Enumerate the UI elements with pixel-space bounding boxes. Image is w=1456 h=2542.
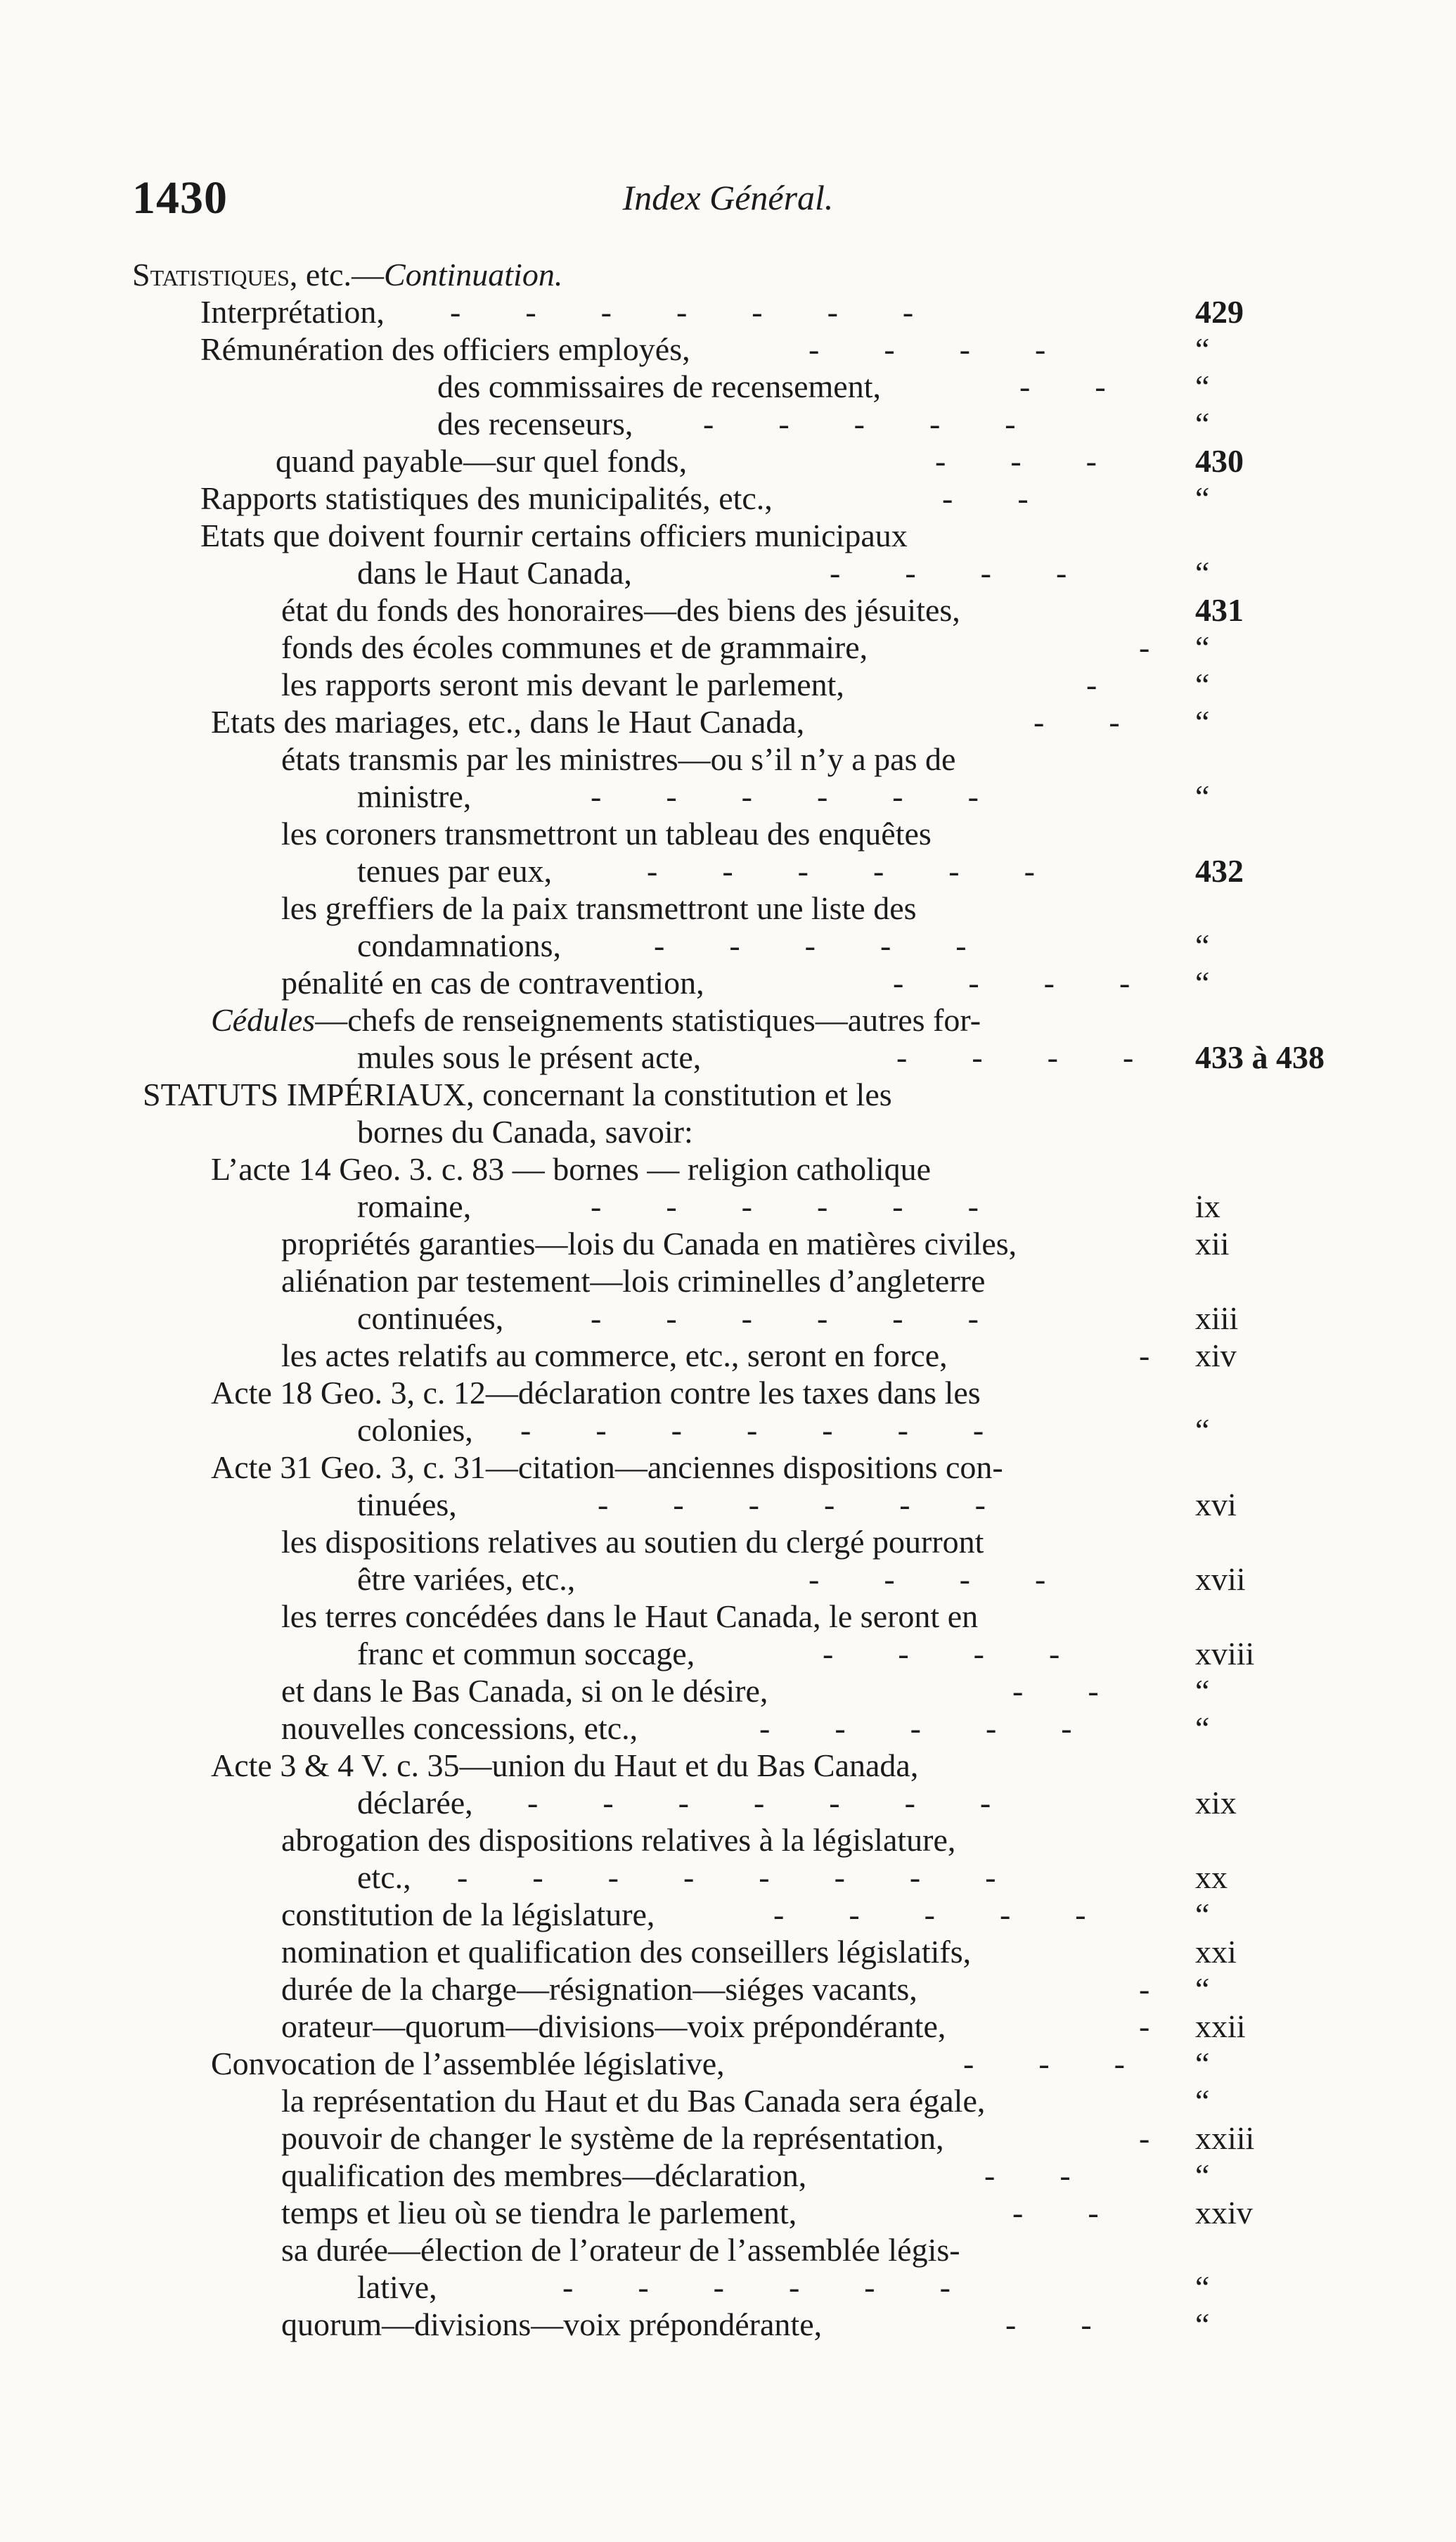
page-reference: “ [1195,368,1210,404]
index-line [437,405,1210,443]
entry-text [281,1337,948,1373]
leader-dashes: - - - - - [759,1710,1072,1746]
entry-text [281,1934,971,1970]
entry-text-part: quorum—divisions—voix prépondérante, [281,2306,823,2342]
entry-text-part: Cédules [211,1002,316,1038]
entry-text [357,1039,701,1075]
leader-dashes: - [1139,1971,1150,2007]
entry-text-part: etc., [357,1859,411,1895]
leader-dashes: - - [1019,368,1106,404]
entry-text-part: —chefs de renseignements statistiques—autres for- [315,1002,981,1038]
page-reference: 432 [1195,853,1244,889]
entry-text [211,704,804,740]
entry-text [200,518,908,553]
index-line [281,740,955,778]
entry-text-part: état du fonds des honoraires—des biens des jésuites, [281,592,960,628]
page-reference: “ [1195,927,1210,963]
index-line [357,927,1210,965]
page-reference: “ [1195,2269,1210,2305]
leader-dashes: - - - - - [703,406,1016,442]
index-line [281,815,932,853]
entry-text [357,1114,693,1150]
leader-dashes: - - - - [808,1561,1046,1597]
page-reference: 430 [1195,443,1244,479]
entry-text [211,1151,931,1187]
leader-dashes: - [1139,1337,1150,1373]
entry-text-part: états transmis par les ministres—ou s’il n’y a pas de [281,741,956,777]
entry-text [281,1896,655,1932]
index-line [281,2157,1210,2195]
leader-dashes: - - [1033,704,1120,740]
leader-dashes: - - [1012,2195,1099,2230]
index-line [281,2082,1210,2120]
entry-text-part: Acte 3 & 4 V. c. 35—union du Haut et du Bas Canada, [211,1747,919,1783]
index-line [276,442,1244,480]
entry-text-part: continuées, [357,1300,504,1336]
index-line [281,1225,1230,1263]
index-line [211,1747,918,1785]
index-line [281,1672,1210,1710]
leader-dashes: - - - - - - [647,853,1035,889]
index-line [281,1970,1210,2008]
entry-text-part: Etats que doivent fournir certains officiers municipaux [200,518,908,553]
entry-text [281,965,704,1001]
index-line [281,1337,1237,1375]
entry-text-part: orateur—quorum—divisions—voix prépondérante, [281,2008,946,2044]
entry-text-part: Interprétation, [200,294,385,330]
index-line [211,1001,981,1039]
entry-text-part: constitution de la législature, [281,1896,655,1932]
entry-text-part: durée de la charge—résignation—siéges vacants, [281,1971,917,2007]
entry-text-part: Etats des mariages, etc., dans le Haut Canada, [211,704,805,740]
entry-text-part: les terres concédées dans le Haut Canada, le seront en [281,1598,979,1634]
leader-dashes: - - - - [893,965,1130,1001]
entry-text-part: les rapports seront mis devant le parlement, [281,667,844,702]
entry-text [281,1673,768,1709]
page-reference: “ [1195,1896,1210,1932]
entry-text-part: tenues par eux, [357,853,553,889]
leader-dashes: - - - - - - [591,1188,979,1224]
entry-text [281,890,917,926]
index-line [281,1709,1210,1747]
index-line [357,1411,1210,1449]
entry-text [437,406,633,442]
page-reference: “ [1195,2083,1210,2119]
index-line [357,1299,1239,1337]
entry-text-part: L’acte 14 Geo. 3. c. 83 — bornes — religion catholique [211,1151,932,1187]
entry-text-part: sa durée—élection de l’orateur de l’assemblée légis- [281,2232,960,2268]
page-reference: xxiv [1195,2195,1253,2230]
index-line [281,2306,1210,2344]
entry-text-part: Acte 18 Geo. 3, c. 12—déclaration contre les taxes dans les [211,1375,981,1411]
index-line [281,890,917,927]
entry-text [281,1598,978,1634]
page-reference: “ [1195,2306,1210,2342]
entry-text [357,927,561,963]
entry-text [281,2232,960,2268]
index-line [357,1113,693,1151]
entry-text-part: temps et lieu où se tiendra le parlement, [281,2195,797,2230]
page-reference: xxii [1195,2008,1246,2044]
entry-text [211,1375,981,1411]
page-reference: “ [1195,704,1210,740]
entry-text [211,1449,1003,1485]
entry-text-part: qualification des membres—déclaration, [281,2157,807,2193]
page-reference: “ [1195,2046,1210,2081]
entry-text [211,2046,725,2081]
index-line [357,1560,1246,1598]
entry-text-part: tinuées, [357,1487,457,1522]
page-reference: “ [1195,406,1210,442]
index-line [281,1598,978,1636]
index-line [211,1374,981,1412]
entry-text [281,667,844,702]
leader-dashes: - - - - - [654,927,967,963]
entry-text-part: bornes du Canada, savoir: [357,1114,693,1150]
entry-text-part: aliénation par testement—lois criminelles d’angleterre [281,1263,986,1299]
index-line [281,591,1244,629]
entry-text-part: STATUTS IMPÉRIAUX, concernant la constitution et les [143,1077,892,1112]
entry-text-part: des recenseurs, [437,406,633,442]
leader-dashes: - - - [963,2046,1125,2081]
entry-text-part: Rémunération des officiers employés, [200,331,690,367]
index-line [281,1821,955,1859]
index-line [357,1486,1237,1524]
entry-text-part: être variées, etc., [357,1561,576,1597]
page-reference: “ [1195,2157,1210,2193]
index-line [357,1859,1228,1896]
entry-text [357,1785,473,1821]
entry-text-part: Statistiques [132,257,290,293]
entry-text-part: des commissaires de recensement, [437,368,881,404]
index-line [132,256,562,294]
entry-text [357,1300,503,1336]
entry-text-part: les coroners transmettront un tableau des enquêtes [281,816,932,852]
index-line [357,778,1210,816]
leader-dashes: - - - - - - [591,1300,979,1336]
page-reference: 433 à 438 [1195,1039,1325,1075]
page-reference: xxi [1195,1934,1237,1970]
entry-text [143,1077,892,1112]
page-reference: xiii [1195,1300,1239,1336]
entry-text [281,2195,797,2230]
entry-text [357,1412,473,1448]
entry-text-part: , etc.— [289,257,385,293]
leader-dashes: - - - - - - - - [457,1859,996,1895]
page-reference: 429 [1195,294,1244,330]
index-line [200,293,1244,331]
entry-text [211,1002,981,1038]
entry-text [281,2306,822,2342]
entry-text [437,368,881,404]
entry-text [281,2008,946,2044]
entry-text [132,257,562,293]
entry-text [281,1822,955,1858]
page-reference: “ [1195,965,1210,1001]
entry-text-part: condamnations, [357,927,561,963]
entry-text [357,853,552,889]
index-line [281,1523,984,1561]
entry-text-part: les actes relatifs au commerce, etc., seront en force, [281,1337,948,1373]
index-line [357,1188,1220,1226]
page-reference: “ [1195,1412,1210,1448]
entry-text-part: pouvoir de changer le système de la représentation, [281,2120,944,2156]
entry-text [357,1561,575,1597]
entry-text [281,2120,944,2156]
entry-text [281,1710,638,1746]
leader-dashes: - - - - - - - [527,1785,991,1821]
page-reference: xviii [1195,1636,1255,1671]
entry-text [357,555,632,591]
index-line [281,2194,1253,2232]
entry-text-part: quand payable—sur quel fonds, [276,443,688,479]
index-line [200,480,1210,518]
index-line [211,2045,1210,2083]
page-reference: “ [1195,480,1210,516]
entry-text [281,629,868,665]
leader-dashes: - - [1012,1673,1099,1709]
entry-text [357,778,471,814]
index-line [357,554,1210,592]
entry-text-part: les dispositions relatives au soutien du clergé pourront [281,1524,984,1560]
entry-text-part: nouvelles concessions, etc., [281,1710,638,1746]
index-line [437,368,1210,406]
leader-dashes: - - - - [830,555,1067,591]
index-line [281,629,1210,667]
index-line [357,2268,1210,2306]
leader-dashes: - - - [935,443,1097,479]
entry-text-part: mules sous le présent acte, [357,1039,702,1075]
index-line [200,330,1210,368]
leader-dashes: - - - - [808,331,1046,367]
entry-text-part: Acte 31 Geo. 3, c. 31—citation—anciennes dispositions con- [211,1449,1003,1485]
leader-dashes: - - - - - [773,1896,1086,1932]
page-reference: “ [1195,629,1210,665]
leader-dashes: - - - - [823,1636,1060,1671]
page-reference: “ [1195,778,1210,814]
leader-dashes: - - - - - - - [450,294,914,330]
page-reference: ix [1195,1188,1220,1224]
entry-text-part: fonds des écoles communes et de grammaire, [281,629,868,665]
page-number: 1430 [132,172,228,224]
entry-text-part: romaine, [357,1188,472,1224]
index-line [281,1262,985,1300]
entry-text-part: lative, [357,2269,437,2305]
index-line [281,2119,1255,2157]
page-reference: “ [1195,331,1210,367]
entry-text-part: ministre, [357,778,472,814]
page-reference: xii [1195,1226,1230,1262]
index-line [281,2231,960,2269]
page-reference: xvi [1195,1487,1237,1522]
entry-text [281,1524,984,1560]
entry-text [357,2269,437,2305]
index-line [281,1933,1237,1971]
index-line [357,1784,1237,1822]
leader-dashes: - [1139,2008,1150,2044]
index-line [281,1896,1210,1934]
page-reference: 431 [1195,592,1244,628]
page-reference: xxiii [1195,2120,1255,2156]
page-reference: “ [1195,1710,1210,1746]
index-line [200,517,908,555]
entry-text [357,1188,471,1224]
entry-text [357,1636,695,1671]
entry-text [200,480,773,516]
page-reference: “ [1195,1971,1210,2007]
index-line [211,1449,1003,1487]
leader-dashes: - - - - [896,1039,1134,1075]
entry-text-part: abrogation des dispositions relatives à la législature, [281,1822,956,1858]
entry-text-part: nomination et qualification des conseillers législatifs, [281,1934,972,1970]
leader-dashes: - - [942,480,1029,516]
entry-text [281,2157,806,2193]
entry-text [281,816,932,852]
leader-dashes: - [1086,667,1097,702]
entry-text-part: déclarée, [357,1785,473,1821]
entry-text [281,741,955,777]
entry-text-part: les greffiers de la paix transmettront une liste des [281,890,917,926]
entry-text [357,1487,457,1522]
index-line [211,1150,931,1188]
entry-text [281,1226,1017,1262]
index-line [281,2008,1246,2046]
running-title: Index Général. [622,178,834,217]
entry-text-part: propriétés garanties—lois du Canada en matières civiles, [281,1226,1017,1262]
entry-text [211,1747,918,1783]
entry-text-part: colonies, [357,1412,473,1448]
entry-text [281,2083,985,2119]
index-line [281,964,1210,1002]
entry-text-part: franc et commun soccage, [357,1636,695,1671]
index-line [357,1635,1255,1673]
leader-dashes: - - - - - - - [520,1412,984,1448]
page-reference: xx [1195,1859,1228,1895]
leader-dashes: - - - - - - [562,2269,951,2305]
index-line [357,852,1244,890]
entry-text [281,1971,917,2007]
leader-dashes: - - [984,2157,1071,2193]
entry-text [200,294,385,330]
leader-dashes: - - - - - - [598,1487,986,1522]
index-line [211,703,1210,741]
page-reference: xvii [1195,1561,1246,1597]
index-line [357,1039,1325,1077]
entry-text [281,592,960,628]
index-line [143,1076,892,1114]
entry-text-part: la représentation du Haut et du Bas Canada sera égale, [281,2083,986,2119]
page-reference: xiv [1195,1337,1237,1373]
entry-text-part: Convocation de l’assemblée législative, [211,2046,725,2081]
entry-text-part: Continuation. [384,257,563,293]
leader-dashes: - - [1005,2306,1092,2342]
leader-dashes: - [1139,629,1150,665]
leader-dashes: - [1139,2120,1150,2156]
index-line [281,666,1210,704]
page-reference: “ [1195,555,1210,591]
page-reference: “ [1195,1673,1210,1709]
entry-text [281,1263,985,1299]
page-reference: “ [1195,667,1210,702]
entry-text [200,331,690,367]
leader-dashes: - - - - - - [591,778,979,814]
entry-text [276,443,687,479]
page-reference: xix [1195,1785,1237,1821]
entry-text [357,1859,411,1895]
entry-text-part: et dans le Bas Canada, si on le désire, [281,1673,768,1709]
entry-text-part: pénalité en cas de contravention, [281,965,704,1001]
entry-text-part: dans le Haut Canada, [357,555,632,591]
entry-text-part: Rapports statistiques des municipalités, etc., [200,480,773,516]
